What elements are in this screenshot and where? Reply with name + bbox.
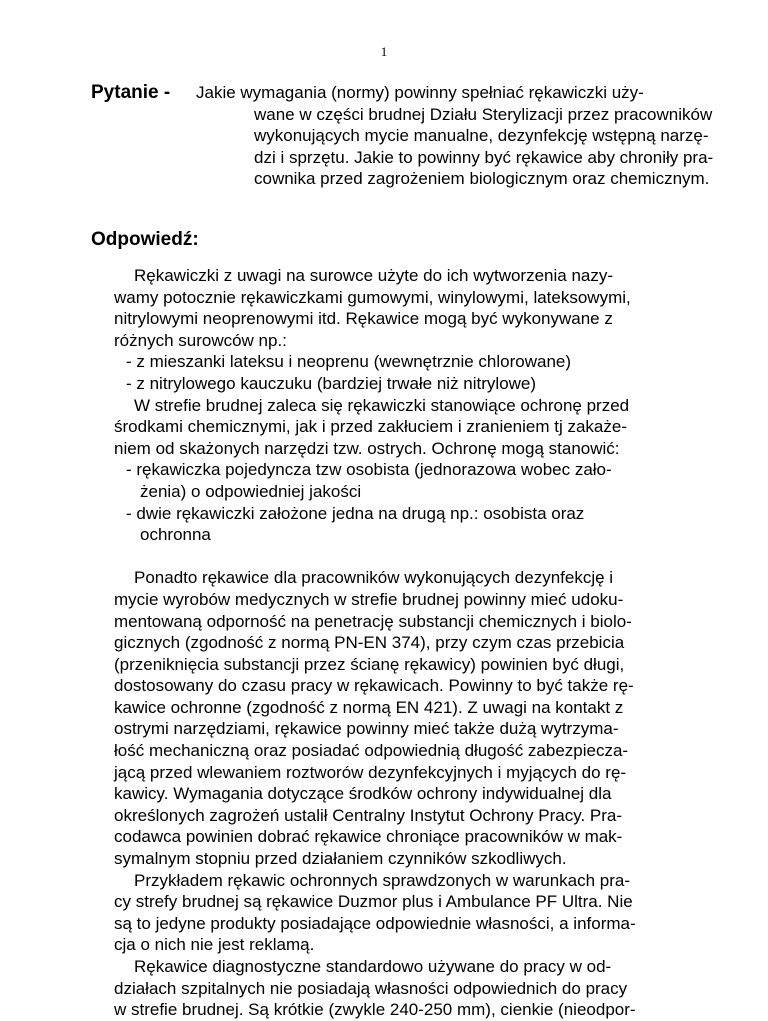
paragraph-line: codawca powinien dobrać rękawice chroniące pracowników w mak- bbox=[114, 827, 623, 847]
paragraph-line: są to jedyne produkty posiadające odpowiednie własności, a informa- bbox=[114, 913, 636, 933]
paragraph-line: (przeniknięcia substancji przez ścianę rękawicy) powinien być długi, bbox=[114, 654, 625, 674]
paragraph-line: jącą przed wlewaniem roztworów dezynfekcyjnych i myjących do rę- bbox=[114, 762, 627, 782]
question-line: Jakie wymagania (normy) powinny spełniać rękawiczki uży- bbox=[196, 83, 644, 102]
list-item: - dwie rękawiczki założone jedna na drugą np.: osobista oraz bbox=[126, 503, 585, 523]
paragraph-line: Rękawice diagnostyczne standardowo używane do pracy w od- bbox=[134, 957, 612, 976]
paragraph-line: kawice ochronne (zgodność z normą EN 421). Z uwagi na kontakt z bbox=[114, 697, 624, 717]
paragraph-line: Rękawiczki z uwagi na surowce użyte do ich wytworzenia nazy- bbox=[134, 266, 614, 285]
question-line: dzi i sprzętu. Jakie to powinny być rękawice aby chroniły pra- bbox=[254, 147, 714, 167]
paragraph-line: Przykładem rękawic ochronnych sprawdzonych w warunkach pra- bbox=[134, 870, 631, 890]
paragraph-line: ostrymi narzędziami, rękawice powinny mieć także dużą wytrzyma- bbox=[114, 719, 619, 739]
paragraph-line: środkami chemicznymi, jak i przed zakłuciem i zranieniem tj zakaże- bbox=[114, 417, 627, 437]
list-item: - rękawiczka pojedyncza tzw osobista (jednorazowa wobec zało- bbox=[126, 460, 612, 480]
answer-body bbox=[114, 265, 674, 1021]
paragraph-line: gicznych (zgodność z normą PN-EN 374), przy czym czas przebicia bbox=[114, 633, 625, 653]
paragraph-line: mentowaną odporność na penetrację substancji chemicznych i biolo- bbox=[114, 611, 632, 631]
question-text bbox=[196, 82, 713, 190]
list-item-continuation: ochronna bbox=[140, 525, 211, 545]
paragraph-line: symalnym stopniu przed działaniem czynników szkodliwych. bbox=[114, 849, 567, 869]
paragraph-line: cy strefy brudnej są rękawice Duzmor plus i Ambulance PF Ultra. Nie bbox=[114, 892, 633, 912]
question-line: wane w części brudnej Działu Sterylizacji przez pracowników bbox=[254, 104, 713, 124]
paragraph-line: działach szpitalnych nie posiadają własności odpowiednich do pracy bbox=[114, 978, 628, 998]
paragraph-line: kawicy. Wymagania dotyczące środków ochrony indywidualnej dla bbox=[114, 784, 612, 804]
paragraph-line: łość mechaniczną oraz posiadać odpowiednią długość zabezpiecza- bbox=[114, 741, 629, 761]
paragraph-line: różnych surowców np.: bbox=[114, 330, 287, 350]
paragraph-line: niem od skażonych narzędzi tzw. ostrych. Ochronę mogą stanowić: bbox=[114, 438, 620, 458]
paragraph-line: cja o nich nie jest reklamą. bbox=[114, 935, 315, 955]
paragraph-gap bbox=[114, 546, 674, 568]
list-item: - z mieszanki lateksu i neoprenu (wewnętrznie chlorowane) bbox=[126, 352, 572, 372]
answer-heading: Odpowiedź: bbox=[91, 229, 199, 250]
paragraph-line: w strefie brudnej. Są krótkie (zwykle 240-250 mm), cienkie (nieodpor- bbox=[114, 1000, 636, 1020]
list-item-continuation: żenia) o odpowiedniej jakości bbox=[140, 481, 362, 501]
list-item: - z nitrylowego kauczuku (bardziej trwałe niż nitrylowe) bbox=[126, 373, 537, 393]
paragraph-line: określonych zagrożeń ustalił Centralny Instytut Ochrony Pracy. Pra- bbox=[114, 805, 623, 825]
question-line: cownika przed zagrożeniem biologicznym oraz chemicznym. bbox=[254, 169, 710, 188]
paragraph-line: W strefie brudnej zaleca się rękawiczki stanowiące ochronę przed bbox=[134, 395, 630, 415]
paragraph-line: nitrylowymi neoprenowymi itd. Rękawice mogą być wykonywane z bbox=[114, 309, 613, 329]
page-number: 1 bbox=[380, 44, 388, 59]
paragraph-line: dostosowany do czasu pracy w rękawicach. Powinny to być także rę- bbox=[114, 676, 634, 696]
question-label: Pytanie - bbox=[91, 82, 171, 103]
question-line: wykonujących mycie manualne, dezynfekcję wstępną narzę- bbox=[254, 126, 709, 145]
paragraph-line: Ponadto rękawice dla pracowników wykonujących dezynfekcję i bbox=[134, 568, 614, 588]
paragraph-line: mycie wyrobów medycznych w strefie brudnej powinny mieć udoku- bbox=[114, 589, 624, 609]
paragraph-line: wamy potocznie rękawiczkami gumowymi, winylowymi, lateksowymi, bbox=[114, 287, 631, 307]
